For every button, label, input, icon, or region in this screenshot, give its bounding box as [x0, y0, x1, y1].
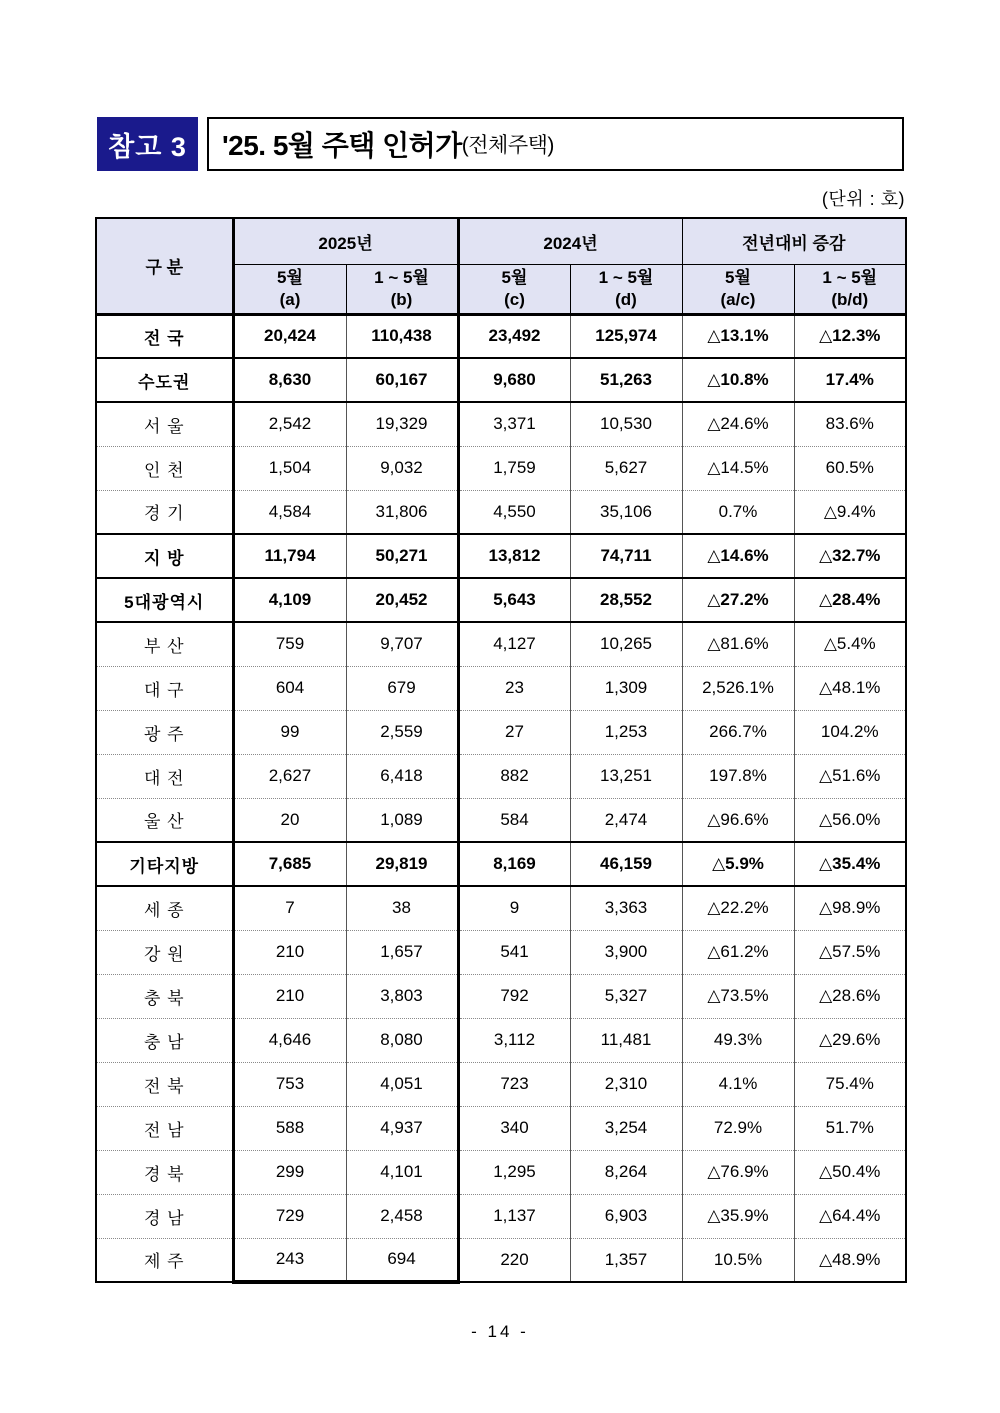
table-row — [96, 578, 906, 622]
data-cell: 4,127 — [458, 622, 570, 666]
table-header — [96, 218, 906, 314]
data-cell: 20 — [233, 798, 346, 842]
data-cell: △73.5% — [682, 974, 794, 1018]
row-label: 대 전 — [96, 754, 233, 798]
row-label: 대 구 — [96, 666, 233, 710]
table-row — [96, 1106, 906, 1150]
data-cell: △12.3% — [794, 314, 906, 358]
group-header-row — [96, 218, 906, 264]
column-header: 5월 (a) — [233, 264, 346, 314]
data-cell: 60,167 — [346, 358, 458, 402]
data-cell: 4,051 — [346, 1062, 458, 1106]
data-cell: △14.5% — [682, 446, 794, 490]
data-cell: 11,481 — [570, 1018, 682, 1062]
data-cell: △64.4% — [794, 1194, 906, 1238]
data-cell: 27 — [458, 710, 570, 754]
data-cell: △48.1% — [794, 666, 906, 710]
group-header-yoy: 전년대비 증감 — [682, 218, 906, 264]
table-row — [96, 930, 906, 974]
data-cell: 4,584 — [233, 490, 346, 534]
table-row — [96, 798, 906, 842]
data-cell: 4,101 — [346, 1150, 458, 1194]
title-box — [207, 117, 904, 171]
data-cell: 10,530 — [570, 402, 682, 446]
data-cell: 1,357 — [570, 1238, 682, 1282]
data-cell: 1,089 — [346, 798, 458, 842]
table-row — [96, 358, 906, 402]
row-label: 부 산 — [96, 622, 233, 666]
data-cell: 75.4% — [794, 1062, 906, 1106]
column-header: 1 ~ 5월 (b/d) — [794, 264, 906, 314]
housing-permit-table — [95, 217, 907, 1284]
row-label: 5대광역시 — [96, 578, 233, 622]
data-cell: 9,032 — [346, 446, 458, 490]
data-cell: 7,685 — [233, 842, 346, 886]
table-row — [96, 314, 906, 358]
data-cell: 679 — [346, 666, 458, 710]
row-label: 강 원 — [96, 930, 233, 974]
reference-badge: 참고 3 — [97, 117, 198, 171]
column-header: 5월 (a/c) — [682, 264, 794, 314]
data-cell: △5.4% — [794, 622, 906, 666]
row-label: 충 남 — [96, 1018, 233, 1062]
data-cell: 2,542 — [233, 402, 346, 446]
data-cell: △14.6% — [682, 534, 794, 578]
data-cell: 83.6% — [794, 402, 906, 446]
data-cell: △13.1% — [682, 314, 794, 358]
data-cell: 3,363 — [570, 886, 682, 930]
row-label: 세 종 — [96, 886, 233, 930]
data-cell: 2,526.1% — [682, 666, 794, 710]
data-cell: 51.7% — [794, 1106, 906, 1150]
table-row — [96, 1238, 906, 1282]
data-cell: 28,552 — [570, 578, 682, 622]
data-cell: 8,630 — [233, 358, 346, 402]
data-cell: 759 — [233, 622, 346, 666]
data-cell: 6,418 — [346, 754, 458, 798]
table-row — [96, 754, 906, 798]
data-cell: 4,550 — [458, 490, 570, 534]
column-header: 1 ~ 5월 (b) — [346, 264, 458, 314]
data-cell: △32.7% — [794, 534, 906, 578]
data-cell: 584 — [458, 798, 570, 842]
data-cell: 19,329 — [346, 402, 458, 446]
data-cell: 110,438 — [346, 314, 458, 358]
data-cell: 299 — [233, 1150, 346, 1194]
data-cell: 197.8% — [682, 754, 794, 798]
row-label: 경 남 — [96, 1194, 233, 1238]
data-cell: 3,803 — [346, 974, 458, 1018]
data-cell: 9,707 — [346, 622, 458, 666]
data-cell: 20,424 — [233, 314, 346, 358]
row-label: 광 주 — [96, 710, 233, 754]
data-cell: 50,271 — [346, 534, 458, 578]
row-label: 지 방 — [96, 534, 233, 578]
data-cell: 104.2% — [794, 710, 906, 754]
table-row — [96, 534, 906, 578]
row-label: 제 주 — [96, 1238, 233, 1282]
column-header: 1 ~ 5월 (d) — [570, 264, 682, 314]
data-cell: △61.2% — [682, 930, 794, 974]
table-row — [96, 446, 906, 490]
data-cell: 1,253 — [570, 710, 682, 754]
data-cell: 2,474 — [570, 798, 682, 842]
data-cell: 20,452 — [346, 578, 458, 622]
group-header-2025: 2025년 — [233, 218, 458, 264]
corner-header: 구 분 — [96, 218, 233, 314]
table-row — [96, 1062, 906, 1106]
data-cell: 210 — [233, 930, 346, 974]
data-cell: 1,504 — [233, 446, 346, 490]
table-row — [96, 490, 906, 534]
data-cell: 210 — [233, 974, 346, 1018]
data-cell: 340 — [458, 1106, 570, 1150]
row-label: 수도권 — [96, 358, 233, 402]
data-cell: 243 — [233, 1238, 346, 1282]
table-row — [96, 1018, 906, 1062]
data-cell: 5,327 — [570, 974, 682, 1018]
table-row — [96, 666, 906, 710]
table-row — [96, 974, 906, 1018]
row-label: 전 국 — [96, 314, 233, 358]
data-cell: 541 — [458, 930, 570, 974]
data-cell: 3,371 — [458, 402, 570, 446]
table-row — [96, 1150, 906, 1194]
data-cell: 220 — [458, 1238, 570, 1282]
data-cell: 99 — [233, 710, 346, 754]
table-row — [96, 622, 906, 666]
data-cell: 60.5% — [794, 446, 906, 490]
data-cell: △27.2% — [682, 578, 794, 622]
group-header-2024: 2024년 — [458, 218, 682, 264]
data-cell: 792 — [458, 974, 570, 1018]
data-cell: 125,974 — [570, 314, 682, 358]
data-cell: 266.7% — [682, 710, 794, 754]
data-cell: △29.6% — [794, 1018, 906, 1062]
data-cell: △51.6% — [794, 754, 906, 798]
data-cell: 6,903 — [570, 1194, 682, 1238]
data-cell: 0.7% — [682, 490, 794, 534]
data-cell: 29,819 — [346, 842, 458, 886]
data-cell: 729 — [233, 1194, 346, 1238]
data-cell: △5.9% — [682, 842, 794, 886]
row-label: 울 산 — [96, 798, 233, 842]
data-cell: △28.4% — [794, 578, 906, 622]
table-row — [96, 710, 906, 754]
row-label: 전 북 — [96, 1062, 233, 1106]
unit-note: (단위 : 호) — [821, 189, 905, 209]
row-label: 서 울 — [96, 402, 233, 446]
data-cell: △81.6% — [682, 622, 794, 666]
data-cell: 2,458 — [346, 1194, 458, 1238]
data-cell: 2,310 — [570, 1062, 682, 1106]
data-cell: 74,711 — [570, 534, 682, 578]
data-cell: 8,080 — [346, 1018, 458, 1062]
data-cell: 35,106 — [570, 490, 682, 534]
data-cell: 7 — [233, 886, 346, 930]
data-cell: 13,812 — [458, 534, 570, 578]
data-cell: 31,806 — [346, 490, 458, 534]
data-cell: 882 — [458, 754, 570, 798]
table-row — [96, 842, 906, 886]
data-cell: 10.5% — [682, 1238, 794, 1282]
data-cell: △28.6% — [794, 974, 906, 1018]
data-cell: △50.4% — [794, 1150, 906, 1194]
data-cell: 2,627 — [233, 754, 346, 798]
data-cell: 38 — [346, 886, 458, 930]
data-cell: 588 — [233, 1106, 346, 1150]
data-cell: 8,264 — [570, 1150, 682, 1194]
data-cell: 72.9% — [682, 1106, 794, 1150]
data-cell: 5,643 — [458, 578, 570, 622]
data-cell: 11,794 — [233, 534, 346, 578]
data-cell: 723 — [458, 1062, 570, 1106]
data-cell: 1,309 — [570, 666, 682, 710]
data-cell: 1,137 — [458, 1194, 570, 1238]
data-cell: 13,251 — [570, 754, 682, 798]
data-cell: 1,657 — [346, 930, 458, 974]
data-cell: 753 — [233, 1062, 346, 1106]
row-label: 충 북 — [96, 974, 233, 1018]
row-label: 경 기 — [96, 490, 233, 534]
data-cell: 604 — [233, 666, 346, 710]
data-cell: 5,627 — [570, 446, 682, 490]
data-cell: 46,159 — [570, 842, 682, 886]
data-cell: △56.0% — [794, 798, 906, 842]
table-row — [96, 402, 906, 446]
data-cell: △22.2% — [682, 886, 794, 930]
page-title-sub: (전체주택) — [461, 134, 554, 157]
data-cell: △35.9% — [682, 1194, 794, 1238]
data-cell: 49.3% — [682, 1018, 794, 1062]
data-cell: △57.5% — [794, 930, 906, 974]
table-row — [96, 1194, 906, 1238]
data-cell: 9,680 — [458, 358, 570, 402]
data-cell: 4,109 — [233, 578, 346, 622]
data-cell: 4.1% — [682, 1062, 794, 1106]
data-cell: △48.9% — [794, 1238, 906, 1282]
data-cell: 23,492 — [458, 314, 570, 358]
data-cell: △9.4% — [794, 490, 906, 534]
data-cell: 23 — [458, 666, 570, 710]
data-cell: 4,937 — [346, 1106, 458, 1150]
row-label: 전 남 — [96, 1106, 233, 1150]
data-cell: 9 — [458, 886, 570, 930]
data-cell: 4,646 — [233, 1018, 346, 1062]
data-cell: 1,759 — [458, 446, 570, 490]
data-cell: △35.4% — [794, 842, 906, 886]
data-cell: 8,169 — [458, 842, 570, 886]
data-cell: 3,254 — [570, 1106, 682, 1150]
data-cell: 17.4% — [794, 358, 906, 402]
data-cell: 3,900 — [570, 930, 682, 974]
data-cell: △10.8% — [682, 358, 794, 402]
page-title: '25. 5월 주택 인허가 — [222, 130, 462, 161]
row-label: 인 천 — [96, 446, 233, 490]
data-cell: △76.9% — [682, 1150, 794, 1194]
data-cell: 694 — [346, 1238, 458, 1282]
row-label: 기타지방 — [96, 842, 233, 886]
data-cell: △96.6% — [682, 798, 794, 842]
data-cell: 10,265 — [570, 622, 682, 666]
data-cell: 2,559 — [346, 710, 458, 754]
document-header — [97, 117, 904, 171]
table-row — [96, 886, 906, 930]
data-cell: △24.6% — [682, 402, 794, 446]
row-label: 경 북 — [96, 1150, 233, 1194]
column-header: 5월 (c) — [458, 264, 570, 314]
data-cell: △98.9% — [794, 886, 906, 930]
table-body — [96, 314, 906, 1282]
data-cell: 3,112 — [458, 1018, 570, 1062]
data-cell: 51,263 — [570, 358, 682, 402]
page-number: - 14 - — [471, 1322, 529, 1341]
data-cell: 1,295 — [458, 1150, 570, 1194]
